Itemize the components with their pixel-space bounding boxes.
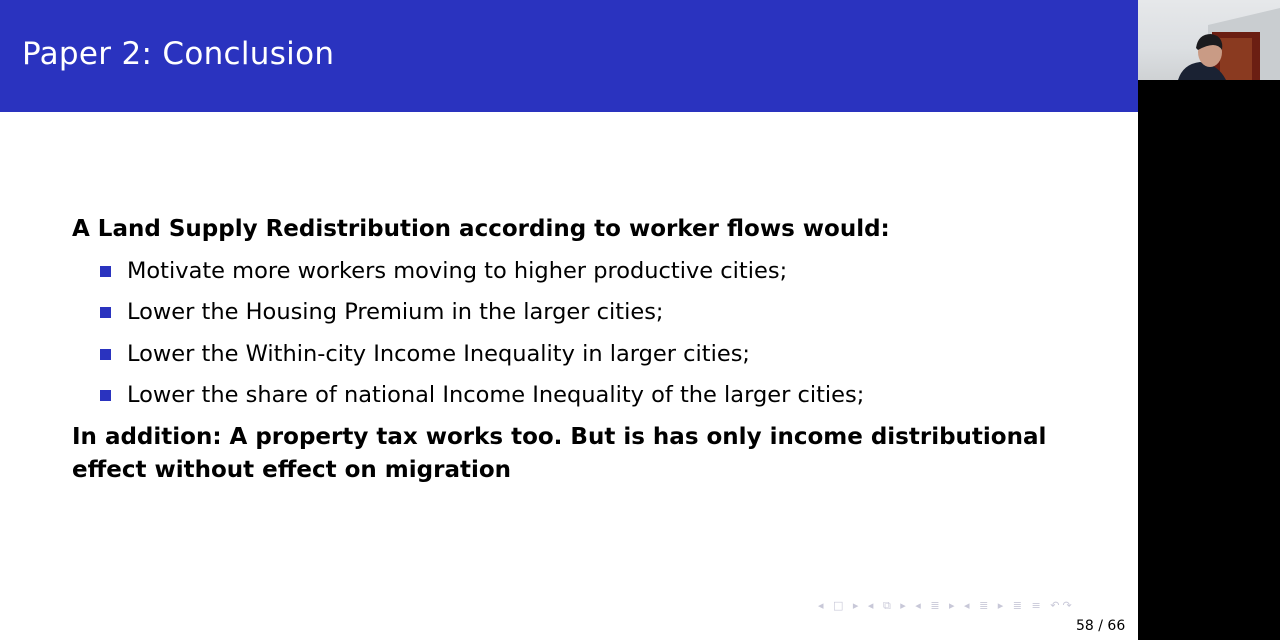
beamer-navigation-icons[interactable]: ◂ □ ▸ ◂ ⧉ ▸ ◂ ≣ ▸ ◂ ≣ ▸ ≣ ≡ ↶↷ xyxy=(818,599,1075,612)
page-number: 58 / 66 xyxy=(1076,618,1126,634)
list-item-text: Lower the Housing Premium in the larger cities; xyxy=(127,299,664,325)
bullet-icon xyxy=(100,307,111,318)
list-item-text: Motivate more workers moving to higher productive cities; xyxy=(127,258,788,284)
list-item-text: Lower the Within-city Income Inequality in larger cities; xyxy=(127,341,750,367)
list-item-text: Lower the share of national Income Inequality of the larger cities; xyxy=(127,382,865,408)
slide-title: Paper 2: Conclusion xyxy=(22,36,335,72)
slide-heading: A Land Supply Redistribution according to worker flows would: xyxy=(72,216,890,242)
list-item xyxy=(100,297,664,327)
bullet-icon xyxy=(100,390,111,401)
conclusion-line-2: effect without effect on migration xyxy=(72,457,512,483)
list-item xyxy=(100,339,750,369)
slide-header xyxy=(0,0,1138,112)
list-item xyxy=(100,380,864,410)
list-item xyxy=(100,256,787,286)
conclusion-line-1: In addition: A property tax works too. But is has only income distributional xyxy=(72,424,1047,450)
bullet-icon xyxy=(100,266,111,277)
webcam-video-icon xyxy=(1138,0,1280,80)
webcam-feed-picture xyxy=(1138,0,1280,80)
bullet-icon xyxy=(100,349,111,360)
